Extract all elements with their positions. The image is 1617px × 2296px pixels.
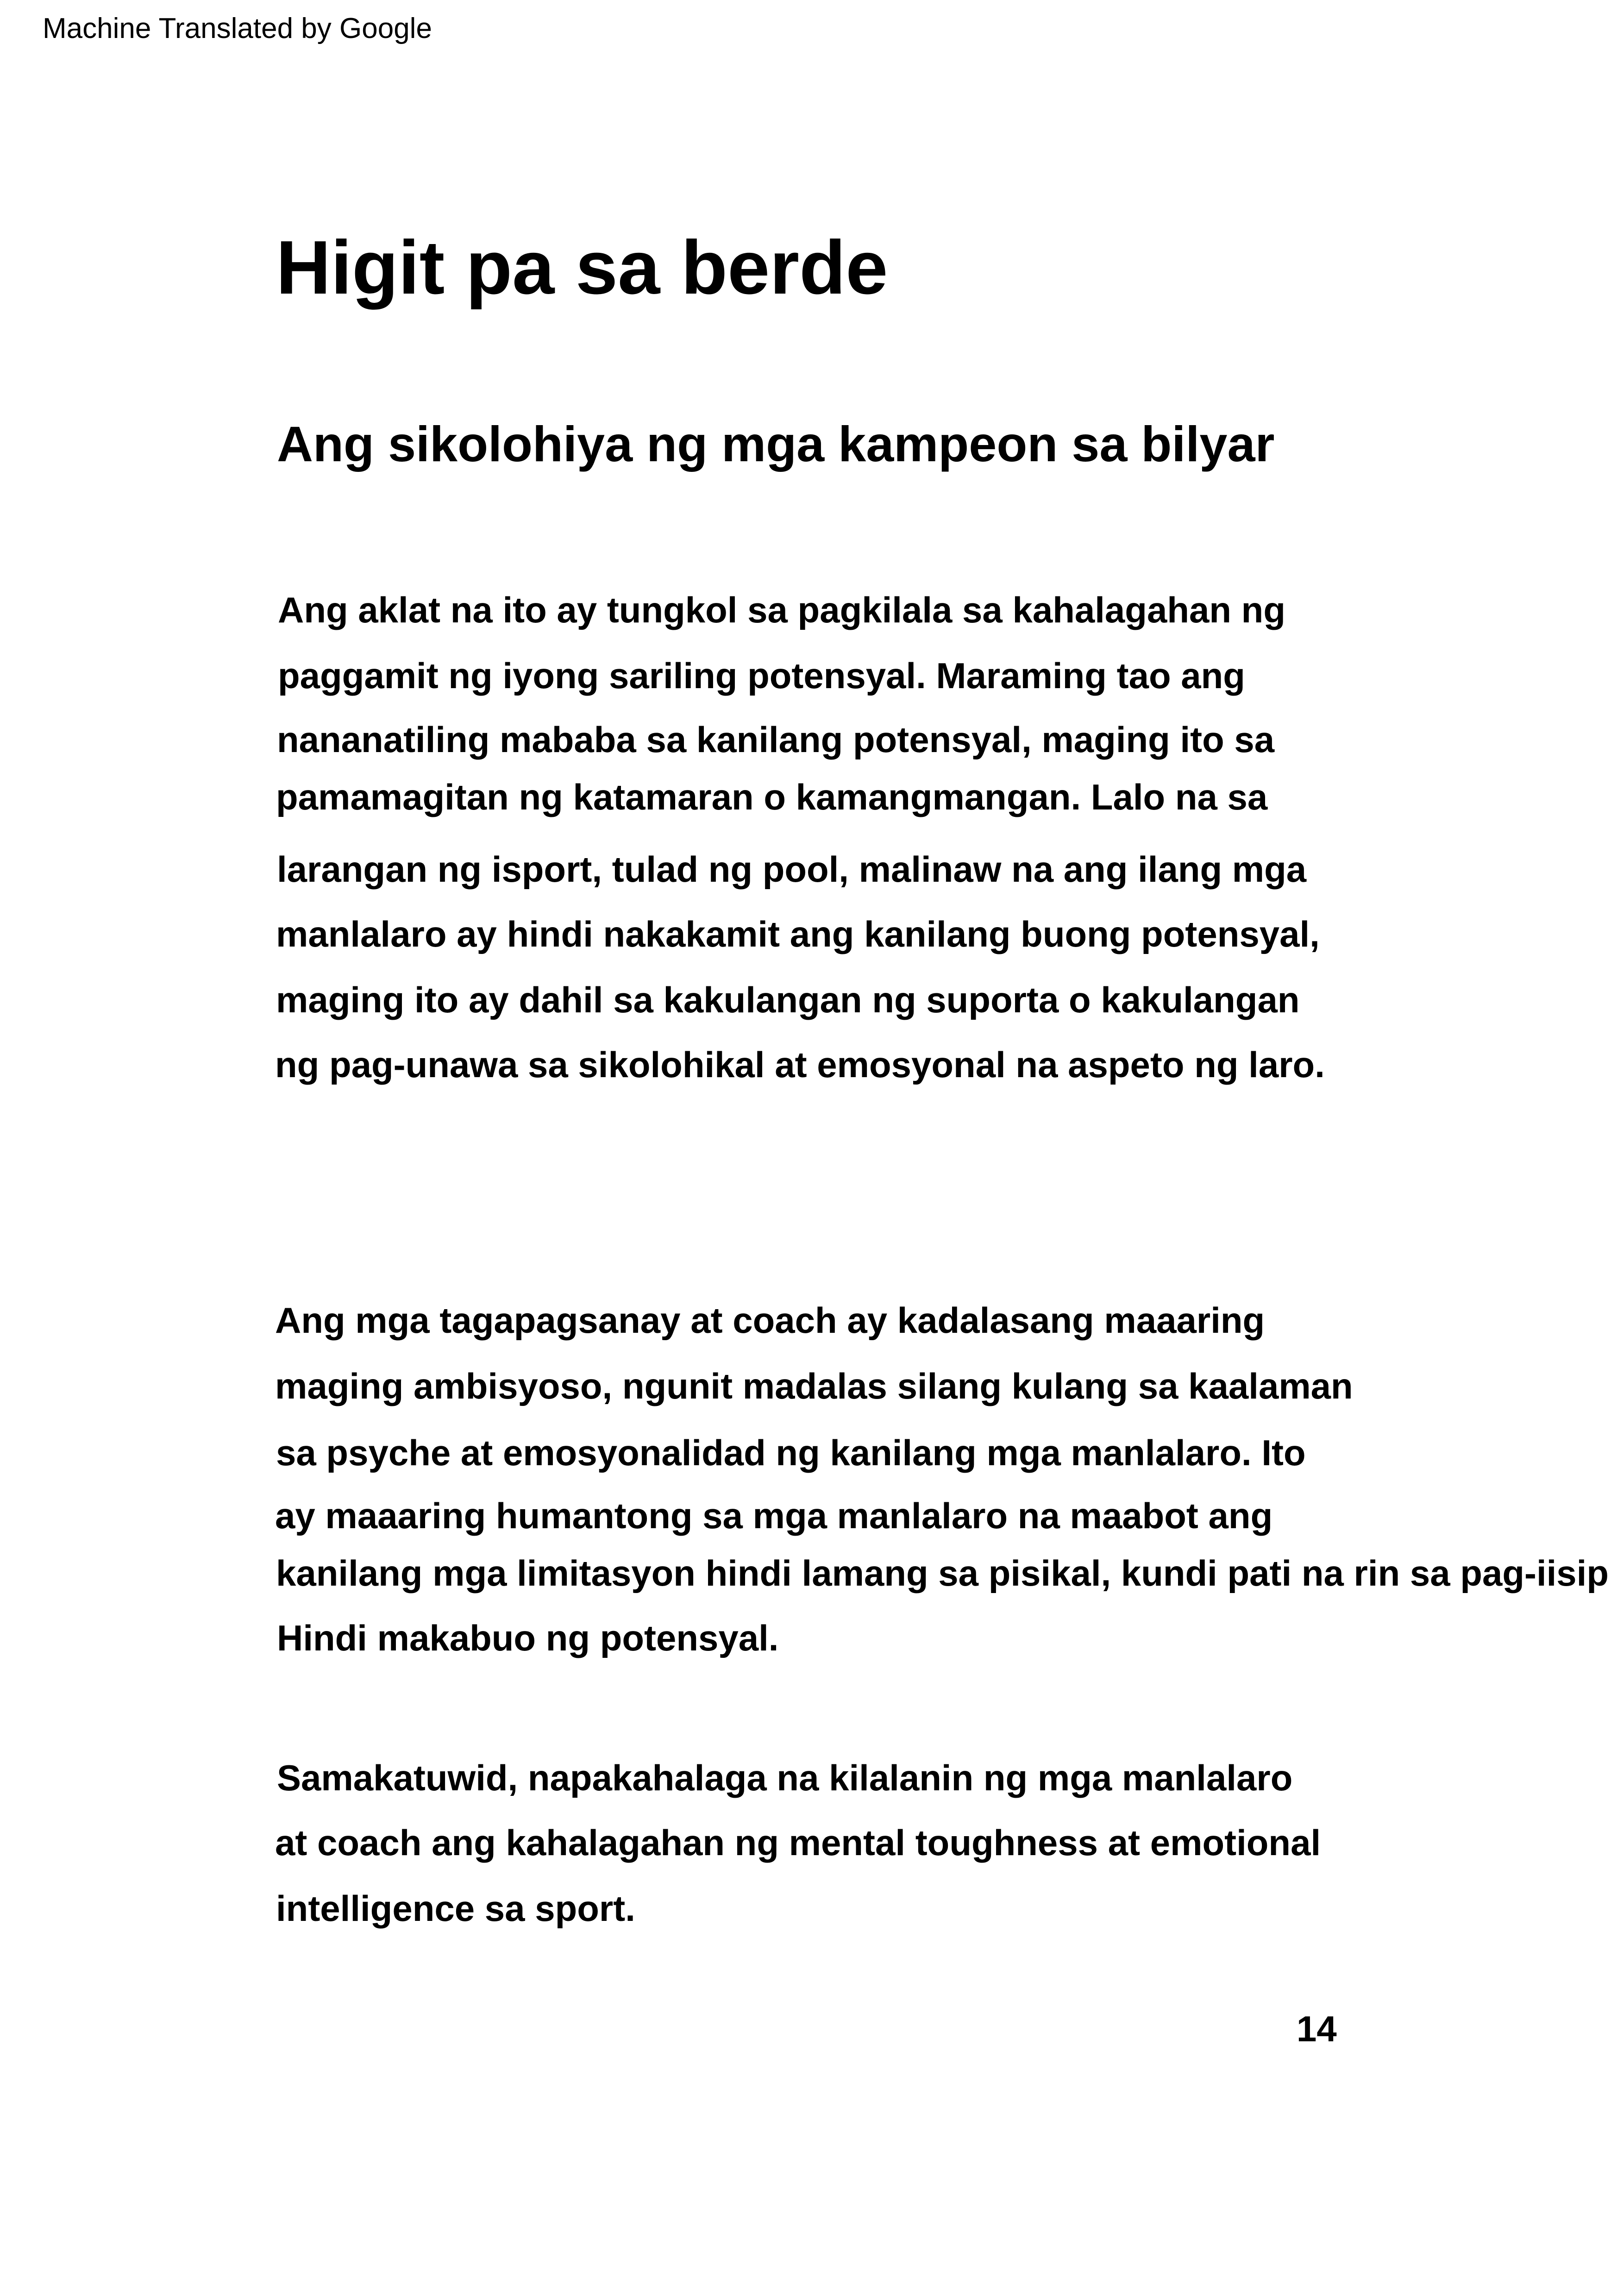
page-title: Higit pa sa berde bbox=[276, 225, 888, 310]
paragraph-line: Ang mga tagapagsanay at coach ay kadalasang maaaring bbox=[275, 1300, 1265, 1341]
paragraph-line: maging ito ay dahil sa kakulangan ng suporta o kakulangan bbox=[276, 979, 1300, 1020]
paragraph-line: Samakatuwid, napakahalaga na kilalanin ng mga manlalaro bbox=[277, 1757, 1293, 1798]
paragraph-line: maging ambisyoso, ngunit madalas silang kulang sa kaalaman bbox=[275, 1366, 1353, 1406]
paragraph-line: at coach ang kahalagahan ng mental toughness at emotional bbox=[275, 1822, 1321, 1863]
paragraph-line: ng pag-unawa sa sikolohikal at emosyonal na aspeto ng laro. bbox=[275, 1044, 1325, 1085]
paragraph-line: kanilang mga limitasyon hindi lamang sa pisikal, kundi pati na rin sa pag-iisip bbox=[276, 1553, 1609, 1593]
paragraph-line: Hindi makabuo ng potensyal. bbox=[277, 1618, 779, 1658]
paragraph-line: intelligence sa sport. bbox=[276, 1888, 635, 1929]
paragraph-line: sa psyche at emosyonalidad ng kanilang mga manlalaro. Ito bbox=[276, 1432, 1306, 1473]
paragraph-line: manlalaro ay hindi nakakamit ang kanilang buong potensyal, bbox=[276, 914, 1320, 954]
page-number: 14 bbox=[1297, 2008, 1337, 2049]
paragraph-line: nananatiling mababa sa kanilang potensyal, maging ito sa bbox=[277, 719, 1275, 760]
paragraph-line: larangan ng isport, tulad ng pool, malinaw na ang ilang mga bbox=[277, 849, 1307, 890]
paragraph-line: Ang aklat na ito ay tungkol sa pagkilala sa kahalagahan ng bbox=[278, 590, 1285, 630]
paragraph-line: pamamagitan ng katamaran o kamangmangan. Lalo na sa bbox=[276, 777, 1268, 817]
paragraph-line: paggamit ng iyong sariling potensyal. Maraming tao ang bbox=[278, 655, 1245, 696]
machine-translation-notice: Machine Translated by Google bbox=[43, 13, 432, 44]
page-subtitle: Ang sikolohiya ng mga kampeon sa bilyar bbox=[277, 416, 1275, 472]
paragraph-line: ay maaaring humantong sa mga manlalaro na maabot ang bbox=[275, 1495, 1273, 1536]
